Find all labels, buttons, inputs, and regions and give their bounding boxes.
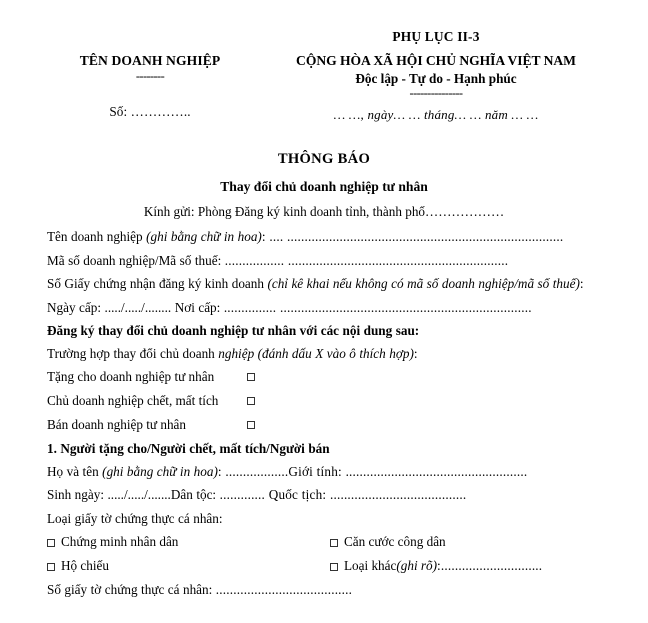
change-option-death-checkbox[interactable] (247, 397, 255, 405)
id-type-citizen-card-checkbox[interactable] (330, 539, 338, 547)
id-type-other-label: Loại khác (344, 558, 397, 573)
id-type-citizen-card-label: Căn cước công dân (344, 534, 446, 549)
id-type-other[interactable] (330, 559, 542, 573)
id-type-citizen-card[interactable] (330, 535, 446, 549)
field-business-certificate-colon: : (579, 276, 584, 291)
change-option-gift-checkbox[interactable] (247, 373, 255, 381)
change-option-sale-checkbox[interactable] (247, 421, 255, 429)
national-motto: Độc lập - Tự do - Hạnh phúc (355, 70, 517, 86)
change-option-gift[interactable] (47, 370, 602, 384)
id-type-passport[interactable] (47, 559, 330, 573)
id-type-other-checkbox[interactable] (330, 563, 338, 571)
id-type-passport-checkbox[interactable] (47, 563, 55, 571)
id-type-row-2 (47, 559, 602, 573)
field-enterprise-name (47, 230, 602, 244)
field-nationality-blank: ....................................... (329, 487, 467, 502)
addressee-line: Kính gửi: Phòng Đăng ký kinh doanh tỉnh, thành phố……………… (143, 204, 505, 219)
field-business-certificate (47, 277, 602, 291)
field-issue-date (47, 301, 602, 315)
field-id-number-blank: ....................................... (215, 582, 353, 597)
field-fullname-label: Họ và tên (47, 463, 103, 479)
change-option-sale[interactable] (47, 418, 602, 432)
document-title: THÔNG BÁO (277, 151, 371, 167)
field-enterprise-name-blank: : .... ............................................................................... (261, 229, 564, 244)
enterprise-header-rule: -------- (135, 68, 165, 83)
change-option-sale-label: Bán doanh nghiệp tư nhân (47, 417, 186, 432)
change-option-death-label: Chủ doanh nghiệp chết, mất tích (47, 393, 219, 408)
field-change-case-hint: nghiệp (đánh dấu X vào ô thích hợp) (218, 345, 414, 361)
change-option-gift-label: Tặng cho doanh nghiệp tư nhân (47, 369, 215, 384)
field-issue-place-blank: ............... ........................................................................ (223, 299, 532, 315)
field-gender-label: : ..................Giới tính: (217, 463, 346, 479)
id-type-other-hint: (ghi rõ) (396, 558, 438, 573)
id-type-national-id-checkbox[interactable] (47, 539, 55, 547)
field-business-certificate-hint: (chỉ kê khai nếu không có mã số doanh nghiệp/mã số thuế) (267, 276, 580, 291)
field-enterprise-name-label: Tên doanh nghiệp (47, 229, 147, 244)
id-type-label: Loại giấy tờ chứng thực cá nhân: (47, 510, 223, 526)
field-fullname-hint: (ghi bằng chữ in hoa) (102, 463, 218, 479)
field-id-number-label: Số giấy tờ chứng thực cá nhân: (47, 582, 216, 597)
field-fullname (47, 465, 602, 479)
national-header-rule: --------------- (409, 85, 463, 100)
enterprise-name-label: TÊN DOANH NGHIỆP (79, 53, 221, 68)
field-issue-date-label: Ngày cấp: ...../...../........ Nơi cấp: (47, 299, 224, 315)
national-header-block (252, 54, 620, 121)
id-type-other-blank: :............................. (437, 558, 543, 573)
field-id-number (47, 583, 602, 597)
id-type-national-id[interactable] (47, 535, 330, 549)
document-body (47, 230, 602, 607)
field-birth-label: Sinh ngày: ...../...../.......Dân tộc: (47, 487, 220, 502)
field-change-case (47, 347, 602, 361)
id-type-national-id-label: Chứng minh nhân dân (61, 534, 179, 549)
field-change-case-colon: : (413, 345, 418, 361)
section1-heading: 1. Người tặng cho/Người chết, mất tích/Người bán (47, 441, 330, 456)
change-option-death[interactable] (47, 394, 602, 408)
field-birth-ethnicity (47, 488, 602, 502)
national-title: CỘNG HÒA XÃ HỘI CHỦ NGHĨA VIỆT NAM (296, 53, 576, 68)
field-enterprise-name-hint: (ghi bằng chữ in hoa) (146, 229, 262, 244)
document-subtitle: Thay đổi chủ doanh nghiệp tư nhân (220, 179, 428, 194)
field-change-case-label: Trường hợp thay đổi chủ doanh (47, 345, 219, 361)
field-gender-blank: .................................................... (345, 463, 528, 479)
date-place-field: … …, ngày… … tháng… … năm … … (333, 107, 539, 123)
enterprise-header-block (48, 54, 252, 118)
document-number-field: Số: ………….. (109, 104, 191, 119)
field-enterprise-code-label: Mã số doanh nghiệp/Mã số thuế: (47, 252, 225, 268)
id-type-passport-label: Hộ chiếu (61, 558, 109, 573)
id-type-row-1 (47, 535, 602, 549)
field-business-certificate-label: Số Giấy chứng nhận đăng ký kinh doanh (47, 276, 268, 291)
registration-heading: Đăng ký thay đổi chủ doanh nghiệp tư nhân với các nội dung sau: (47, 323, 420, 338)
field-nationality-label: ............. Quốc tịch: (219, 487, 330, 502)
field-enterprise-code (47, 254, 602, 268)
field-enterprise-code-blank: ................. ............................................................... (224, 252, 509, 268)
appendix-label: PHỤ LỤC II-3 (392, 29, 480, 44)
